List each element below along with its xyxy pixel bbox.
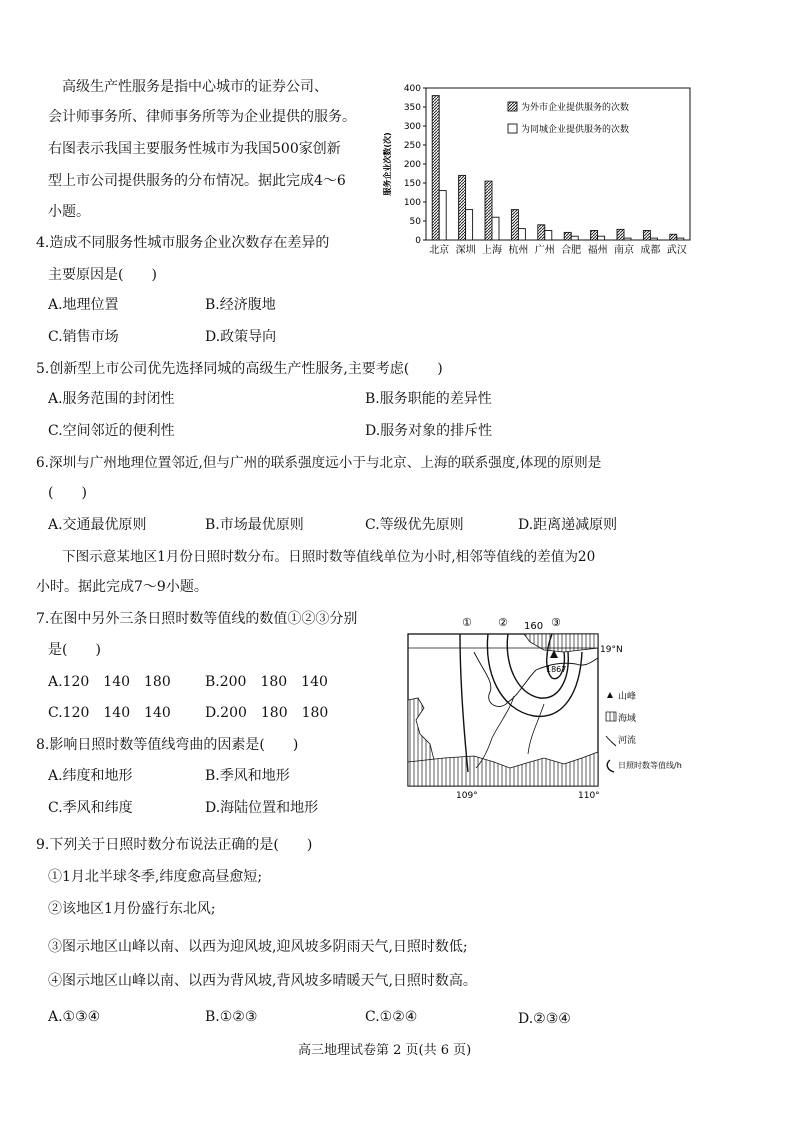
- x-tick-label: 合肥: [561, 245, 582, 256]
- x-tick-label: 武汉: [666, 245, 687, 256]
- legend-peak-label: 山峰: [618, 692, 637, 702]
- y-tick-label: 0: [415, 236, 421, 246]
- q6-stem-line-1: 6.深圳与广州地理位置邻近,但与广州的联系强度远小于与北京、上海的联系强度,体现的原则是: [36, 455, 602, 471]
- latitude-label: 19°N: [600, 645, 623, 655]
- q5-option-d[interactable]: D.服务对象的排斥性: [365, 423, 493, 439]
- x-tick-label: 北京: [429, 245, 450, 256]
- bar-same-city: [545, 231, 552, 241]
- q7-option-a[interactable]: A.120 140 180: [48, 674, 171, 690]
- q5-option-a[interactable]: A.服务范围的封闭性: [48, 391, 175, 407]
- x-tick-label: 上海: [482, 245, 502, 256]
- legend-contour-label: 日照时数等值线/h: [618, 761, 682, 770]
- intro1-line-5: 小题。: [48, 204, 90, 220]
- bar-external: [670, 234, 677, 240]
- q9-option-d[interactable]: D.②③④: [518, 1011, 571, 1027]
- bar-external: [643, 231, 650, 241]
- y-tick-label: 100: [403, 198, 421, 208]
- bar-external: [511, 210, 518, 240]
- q5-option-b[interactable]: B.服务职能的差异性: [365, 391, 492, 407]
- longitude-label-109: 109°: [456, 791, 478, 801]
- legend-swatch: [508, 102, 517, 111]
- bar-same-city: [439, 191, 446, 240]
- longitude-label-110: 110°: [578, 791, 600, 801]
- bar-external: [485, 181, 492, 240]
- q4-stem-line-1: 4.造成不同服务性城市服务企业次数存在差异的: [36, 235, 330, 251]
- y-tick-label: 350: [403, 103, 421, 113]
- q8-option-c[interactable]: C.季风和纬度: [48, 800, 133, 816]
- q6-option-b[interactable]: B.市场最优原则: [205, 517, 304, 533]
- y-tick-label: 50: [409, 217, 421, 227]
- q4-option-d[interactable]: D.政策导向: [205, 329, 277, 345]
- legend-label: 为同城企业提供服务的次数: [521, 125, 630, 135]
- legend-swatch: [508, 124, 517, 133]
- contour-label-3: ③: [551, 616, 561, 629]
- q7-stem-line-2: 是( ): [48, 642, 101, 658]
- sea-area-west: [408, 634, 434, 772]
- legend-peak-icon: [607, 692, 613, 698]
- y-tick-label: 200: [403, 160, 421, 170]
- peak-elevation: 1867: [546, 665, 567, 674]
- legend-label: 为外市企业提供服务的次数: [521, 103, 630, 113]
- q8-option-d[interactable]: D.海陆位置和地形: [205, 800, 319, 816]
- river-2: [528, 704, 544, 754]
- river-1: [476, 696, 514, 768]
- q9-statement-4: ④图示地区山峰以南、以西为背风坡,背风坡多晴暖天气,日照时数高。: [48, 973, 477, 989]
- bar-same-city: [624, 238, 631, 240]
- bar-external: [432, 96, 439, 240]
- bar-external: [538, 225, 545, 240]
- contour-label-1: ①: [462, 616, 472, 629]
- intro1-line-1: 高级生产性服务是指中心城市的证券公司、: [62, 79, 328, 95]
- sea-area-south: [408, 752, 598, 786]
- contour-line-1: [460, 634, 468, 772]
- bar-external: [591, 231, 598, 241]
- q6-option-d[interactable]: D.距离递减原则: [518, 517, 618, 533]
- q7-option-c[interactable]: C.120 140 140: [48, 705, 171, 721]
- x-tick-label: 福州: [587, 245, 608, 256]
- y-tick-label: 300: [403, 122, 421, 132]
- q7-stem-line-1: 7.在图中另外三条日照时数等值线的数值①②③分别: [36, 611, 358, 627]
- legend-river-label: 河流: [618, 736, 637, 746]
- contour-label-2: ②: [498, 616, 508, 629]
- x-tick-label: 深圳: [455, 245, 476, 256]
- q6-stem-line-2: ( ): [48, 485, 87, 501]
- x-tick-label: 杭州: [508, 245, 529, 256]
- q9-statement-3: ③图示地区山峰以南、以西为迎风坡,迎风坡多阴雨天气,日照时数低;: [48, 939, 468, 955]
- q4-option-a[interactable]: A.地理位置: [48, 297, 119, 313]
- q9-option-b[interactable]: B.①②③: [205, 1009, 258, 1025]
- q5-stem: 5.创新型上市公司优先选择同城的高级生产性服务,主要考虑( ): [36, 361, 443, 377]
- bar-external: [564, 232, 571, 240]
- y-axis-label: 服务企业次数(次): [383, 132, 392, 196]
- q9-stem: 9.下列关于日照时数分布说法正确的是( ): [36, 837, 313, 853]
- legend-river-icon: [606, 736, 616, 746]
- q8-option-b[interactable]: B.季风和地形: [205, 768, 290, 784]
- sea-area-north: [524, 634, 598, 652]
- x-tick-label: 广州: [534, 245, 555, 256]
- q4-stem-line-2: 主要原因是( ): [48, 267, 157, 283]
- intro2-line-1: 下图示意某地区1月份日照时数分布。日照时数等值线单位为小时,相邻等值线的差值为20: [62, 549, 596, 565]
- bar-same-city: [598, 236, 605, 240]
- y-tick-label: 400: [403, 84, 421, 94]
- intro1-line-3: 右图表示我国主要服务性城市为我国500家创新: [48, 141, 341, 157]
- q4-option-c[interactable]: C.销售市场: [48, 329, 119, 345]
- q9-option-a[interactable]: A.①③④: [48, 1009, 101, 1025]
- q7-option-d[interactable]: D.200 180 180: [205, 705, 329, 721]
- x-tick-label: 成都: [640, 245, 661, 256]
- x-tick-label: 南京: [614, 245, 634, 256]
- bar-same-city: [650, 238, 657, 240]
- q7-option-b[interactable]: B.200 180 140: [205, 674, 328, 690]
- service-bar-chart: [374, 80, 696, 262]
- page-footer: 高三地理试卷第 2 页(共 6 页): [298, 1043, 472, 1058]
- bar-same-city: [677, 238, 684, 240]
- bar-same-city: [571, 236, 578, 240]
- intro2-line-2: 小时。据此完成7～9小题。: [36, 579, 208, 595]
- bar-same-city: [492, 217, 499, 240]
- bar-external: [617, 229, 624, 240]
- bar-same-city: [518, 229, 525, 240]
- contour-label-160: 160: [524, 621, 544, 632]
- q5-option-c[interactable]: C.空间邻近的便利性: [48, 423, 175, 439]
- q8-option-a[interactable]: A.纬度和地形: [48, 768, 133, 784]
- intro1-line-2: 会计师事务所、律师事务所等为企业提供的服务。: [48, 109, 356, 125]
- q9-option-c[interactable]: C.①②④: [365, 1009, 418, 1025]
- bar-same-city: [466, 210, 473, 240]
- legend-sea-icon: [606, 712, 616, 721]
- q6-option-c[interactable]: C.等级优先原则: [365, 517, 464, 533]
- legend-contour-icon: [607, 760, 614, 772]
- intro1-line-4: 型上市公司提供服务的分布情况。据此完成4～6: [48, 173, 346, 189]
- y-tick-label: 250: [403, 141, 421, 151]
- q9-statement-2: ②该地区1月份盛行东北风;: [48, 901, 216, 917]
- bar-external: [459, 175, 466, 240]
- q4-option-b[interactable]: B.经济腹地: [205, 297, 276, 313]
- y-tick-label: 150: [403, 179, 421, 189]
- q9-statement-1: ①1月北半球冬季,纬度愈高昼愈短;: [48, 869, 263, 885]
- legend-sea-label: 海域: [618, 714, 637, 724]
- q8-stem: 8.影响日照时数等值线弯曲的因素是( ): [36, 737, 299, 753]
- sunshine-contour-map: [404, 612, 722, 802]
- q6-option-a[interactable]: A.交通最优原则: [48, 517, 147, 533]
